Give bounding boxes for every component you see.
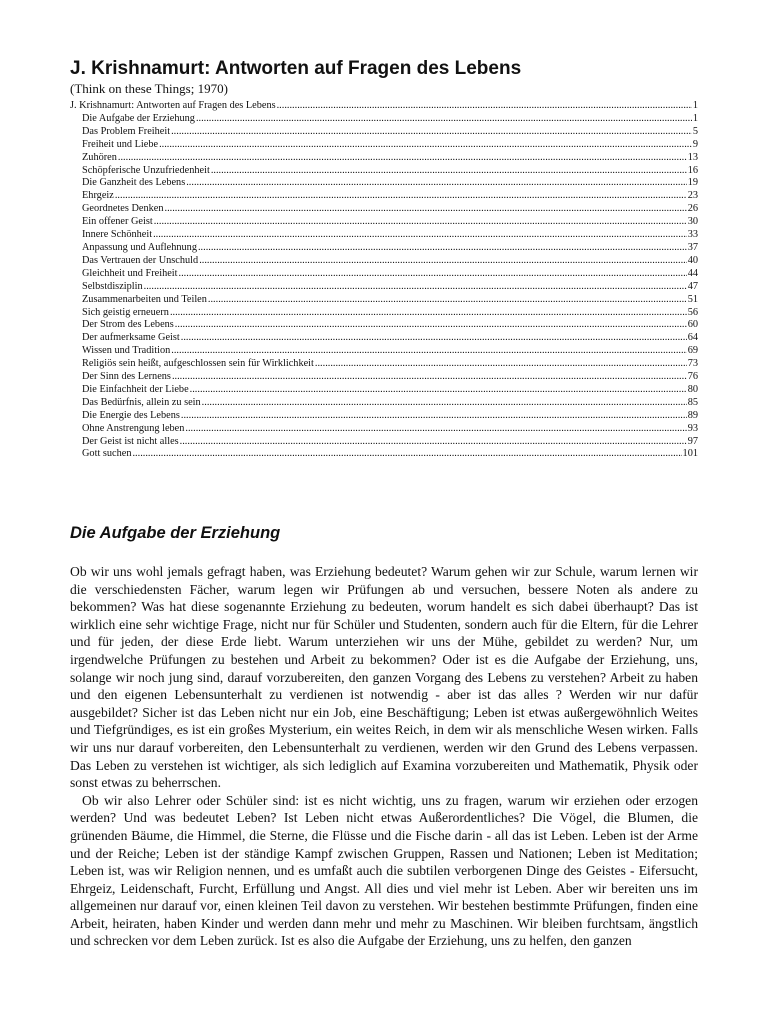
toc-dot-leader — [181, 332, 687, 345]
toc-entry[interactable] — [70, 345, 698, 358]
toc-entry-page: 93 — [687, 422, 698, 434]
toc-entry-page: 23 — [687, 190, 698, 202]
toc-entry[interactable] — [70, 216, 698, 229]
toc-entry-title: Der Strom des Lebens — [82, 319, 174, 331]
toc-dot-leader — [185, 423, 686, 436]
toc-entry-page: 76 — [687, 371, 698, 383]
toc-entry-title: Zuhören — [82, 151, 117, 163]
toc-entry[interactable] — [70, 436, 698, 449]
toc-entry-title: Freiheit und Liebe — [82, 138, 159, 150]
table-of-contents — [70, 100, 698, 461]
toc-entry-page: 26 — [687, 203, 698, 215]
toc-entry-page: 19 — [687, 177, 698, 189]
toc-entry-page: 101 — [682, 448, 698, 460]
toc-entry-page: 47 — [687, 280, 698, 292]
toc-entry[interactable] — [70, 384, 698, 397]
toc-dot-leader — [165, 203, 687, 216]
toc-entry-title: Das Problem Freiheit — [82, 125, 171, 137]
toc-entry-page: 60 — [687, 319, 698, 331]
toc-dot-leader — [171, 345, 686, 358]
toc-entry-page: 37 — [687, 241, 698, 253]
toc-entry[interactable] — [70, 371, 698, 384]
toc-entry-title: Gleichheit und Freiheit — [82, 267, 178, 279]
toc-entry[interactable] — [70, 397, 698, 410]
toc-dot-leader — [199, 255, 687, 268]
toc-entry-page: 80 — [687, 383, 698, 395]
toc-dot-leader — [277, 100, 692, 113]
toc-entry[interactable] — [70, 113, 698, 126]
toc-dot-leader — [198, 242, 687, 255]
toc-dot-leader — [175, 319, 687, 332]
toc-entry[interactable] — [70, 307, 698, 320]
toc-entry-title: Geordnetes Denken — [82, 203, 164, 215]
toc-entry-page: 64 — [687, 332, 698, 344]
toc-entry[interactable] — [70, 152, 698, 165]
toc-dot-leader — [186, 177, 686, 190]
toc-entry[interactable] — [70, 448, 698, 461]
toc-dot-leader — [132, 448, 681, 461]
toc-entry-page: 85 — [687, 396, 698, 408]
toc-dot-leader — [115, 190, 687, 203]
toc-entry-title: Ein offener Geist — [82, 216, 153, 228]
toc-entry-page: 89 — [687, 409, 698, 421]
toc-entry[interactable] — [70, 268, 698, 281]
toc-entry-page: 73 — [687, 358, 698, 370]
toc-entry-title: Die Einfachheit der Liebe — [82, 383, 189, 395]
toc-entry-title: Der Geist ist nicht alles — [82, 435, 179, 447]
toc-entry-page: 1 — [692, 100, 698, 111]
toc-entry-title: Anpassung und Auflehnung — [82, 241, 197, 253]
toc-entry-title: Wissen und Tradition — [82, 345, 171, 357]
toc-entry-page: 44 — [687, 267, 698, 279]
toc-entry-title: Die Aufgabe der Erziehung — [82, 112, 195, 124]
toc-entry-page: 9 — [692, 138, 698, 150]
toc-entry-title: Gott suchen — [82, 448, 132, 460]
toc-entry-title: J. Krishnamurt: Antworten auf Fragen des Lebens — [70, 100, 276, 111]
section-body — [70, 563, 698, 950]
toc-dot-leader — [202, 397, 687, 410]
toc-dot-leader — [172, 371, 687, 384]
toc-dot-leader — [144, 281, 687, 294]
toc-entry-page: 97 — [687, 435, 698, 447]
toc-entry-page: 33 — [687, 229, 698, 241]
toc-entry-title: Sich geistig erneuern — [82, 306, 169, 318]
toc-entry[interactable] — [70, 294, 698, 307]
toc-entry[interactable] — [70, 177, 698, 190]
toc-entry-title: Der aufmerksame Geist — [82, 332, 180, 344]
toc-entry-title: Das Bedürfnis, allein zu sein — [82, 396, 201, 408]
toc-entry[interactable] — [70, 281, 698, 294]
toc-entry[interactable] — [70, 190, 698, 203]
toc-entry-title: Ohne Anstrengung leben — [82, 422, 185, 434]
toc-entry-title: Ehrgeiz — [82, 190, 114, 202]
document-subtitle: (Think on these Things; 1970) — [70, 81, 228, 96]
toc-entry-page: 51 — [687, 293, 698, 305]
toc-dot-leader — [315, 358, 687, 371]
toc-entry-title: Religiös sein heißt, aufgeschlossen sein für Wirklichkeit — [82, 358, 314, 370]
toc-entry-title: Innere Schönheit — [82, 229, 153, 241]
toc-entry-page: 16 — [687, 164, 698, 176]
toc-dot-leader — [153, 229, 687, 242]
toc-dot-leader — [159, 139, 692, 152]
toc-entry-title: Das Vertrauen der Unschuld — [82, 254, 199, 266]
toc-entry-title: Der Sinn des Lernens — [82, 371, 171, 383]
document-title: J. Krishnamurt: Antworten auf Fragen des Lebens — [70, 58, 522, 79]
toc-dot-leader — [190, 384, 687, 397]
section-heading: Die Aufgabe der Erziehung — [70, 524, 281, 542]
toc-dot-leader — [211, 165, 687, 178]
toc-entry[interactable] — [70, 242, 698, 255]
toc-dot-leader — [118, 152, 687, 165]
toc-entry-title: Die Ganzheit des Lebens — [82, 177, 186, 189]
toc-dot-leader — [181, 410, 687, 423]
toc-entry[interactable] — [70, 358, 698, 371]
toc-entry-page: 69 — [687, 345, 698, 357]
body-paragraph: Ob wir also Lehrer oder Schüler sind: ist es nicht wichtig, uns zu fragen, warum wir erziehen oder erzogen werden? Und was bedeutet Leben? Ist Leben nicht etwas Außerordentliches? Die Vögel, die Blumen, die grünenden Bäume, die Himmel, die Sterne, die Flüsse und die Fische darin - all das ist Leben. Leben ist der Arme und der Reiche; Leben ist der ständige Kampf zwischen Gruppen, Rassen und Nationen; Leben ist Meditation; Leben ist, was wir Religion nennen, und es umfaßt auch die subtilen verborgenen Dinge des Geistes - Eifersucht, Ehrgeiz, Leidenschaft, Furcht, Erfüllung und Angst. All dies und viel mehr ist Leben. Aber wir bereiten uns im allgemeinen nur darauf vor, einen kleinen Teil davon zu verstehen. Wir bestehen bestimmte Prüfungen, finden eine Arbeit, heiraten, haben Kinder und werden dann mehr und mehr zu Maschinen. Wir bleiben furchtsam, ängstlich und schrecken vor dem Leben zurück. Ist es also die Aufgabe der Erziehung, uns zu helfen, den ganzen — [70, 792, 698, 949]
toc-entry-title: Schöpferische Unzufriedenheit — [82, 164, 210, 176]
body-paragraph: Ob wir uns wohl jemals gefragt haben, was Erziehung bedeutet? Warum gehen wir zur Schule, warum lernen wir die verschiedensten Fächer, warum legen wir Prüfungen ab und versuchen, bessere Noten als andere zu bekommen? Was hat diese sogenannte Erziehung zu bedeuten, worum handelt es sich dabei überhaupt? Das ist wirklich eine sehr wichtige Frage, nicht nur für Schüler und Studenten, sondern auch für die Eltern, für die Lehrer und für jeden, der diese Erde liebt. Warum unterziehen wir uns der Mühe, gebildet zu werden? Nur, um irgendwelche Prüfungen zu bestehen und Arbeit zu bekommen? Oder ist es die Aufgabe der Erziehung, uns, solange wir noch jung sind, darauf vorzubereiten, den ganzen Vorgang des Lebens zu verstehen? Arbeit zu haben und den eigenen Lebensunterhalt zu verdienen ist notwendig - aber ist das alles ? Werden wir nur dafür ausgebildet? Sicher ist das Leben nicht nur ein Job, eine Beschäftigung; Leben ist etwas außergewöhnlich Weites und Tiefgründiges, es ist ein großes Mysterium, ein weites Reich, in dem wir als menschliche Wesen wirken. Falls wir uns nur darauf vorbereiten, den Lebensunterhalt zu verdienen, werden wir den Grund des Lebens verpassen. Das Leben zu verstehen ist wichtiger, als sich lediglich auf Examina vorzubereiten und Mathematik, Physik oder sonst etwas zu beherrschen. — [70, 564, 698, 791]
toc-entry-page: 40 — [687, 254, 698, 266]
toc-entry-page: 13 — [687, 151, 698, 163]
toc-entry[interactable] — [70, 165, 698, 178]
toc-dot-leader — [196, 113, 692, 126]
toc-entry-page: 30 — [687, 216, 698, 228]
toc-entry[interactable] — [70, 100, 698, 113]
toc-dot-leader — [171, 126, 692, 139]
toc-dot-leader — [180, 436, 687, 449]
toc-dot-leader — [208, 294, 687, 307]
toc-dot-leader — [179, 268, 687, 281]
toc-entry-page: 56 — [687, 306, 698, 318]
toc-dot-leader — [170, 307, 687, 320]
toc-entry-title: Selbstdisziplin — [82, 280, 143, 292]
toc-entry[interactable] — [70, 423, 698, 436]
toc-entry-title: Zusammenarbeiten und Teilen — [82, 293, 207, 305]
toc-dot-leader — [154, 216, 687, 229]
toc-entry-page: 5 — [692, 125, 698, 137]
toc-entry-page: 1 — [692, 112, 698, 124]
toc-entry[interactable] — [70, 255, 698, 268]
toc-entry[interactable] — [70, 126, 698, 139]
toc-entry[interactable] — [70, 332, 698, 345]
toc-entry[interactable] — [70, 139, 698, 152]
toc-entry[interactable] — [70, 319, 698, 332]
toc-entry-title: Die Energie des Lebens — [82, 409, 180, 421]
toc-entry[interactable] — [70, 229, 698, 242]
toc-entry[interactable] — [70, 410, 698, 423]
toc-entry[interactable] — [70, 203, 698, 216]
